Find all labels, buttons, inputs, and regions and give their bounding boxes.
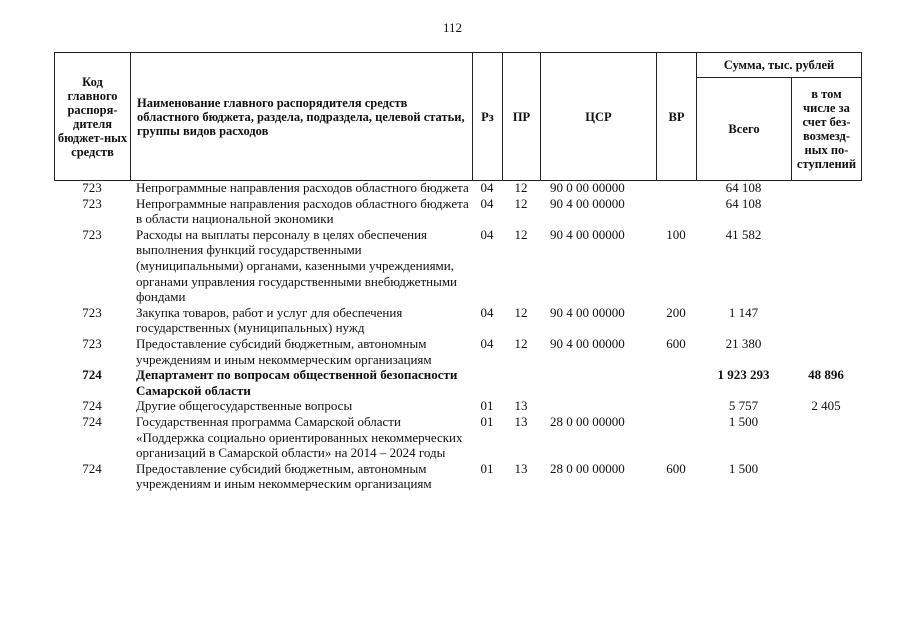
cell-rz: 04 [480, 335, 494, 351]
cell-free [791, 305, 861, 336]
cell-name: Департамент по вопросам общественной безопасности Самарской области [136, 367, 458, 398]
cell-rz: 01 [480, 460, 494, 476]
table-row [54, 180, 861, 196]
cell-csr [540, 367, 656, 398]
cell-pr: 12 [514, 335, 528, 351]
cell-code: 723 [82, 226, 102, 242]
cell-total: 1 500 [728, 413, 759, 429]
table-row [54, 305, 861, 336]
header-vr: ВР [657, 53, 697, 181]
cell-pr: 12 [514, 304, 528, 320]
cell-csr: 28 0 00 00000 [550, 460, 625, 476]
header-csr: ЦСР [541, 53, 657, 181]
cell-code: 724 [82, 460, 102, 476]
cell-pr: 12 [514, 226, 528, 242]
cell-total: 21 380 [725, 335, 762, 351]
cell-name: Предоставление субсидий бюджетным, автономным учреждениям и иным некоммерческим организациям [136, 335, 432, 367]
cell-rz: 04 [480, 226, 494, 242]
cell-code: 724 [82, 367, 102, 383]
cell-total: 64 108 [725, 180, 762, 195]
cell-name: Предоставление субсидий бюджетным, автономным учреждениям и иным некоммерческим организациям [136, 460, 432, 492]
cell-free [791, 461, 861, 492]
cell-name: Непрограммные направления расходов областного бюджета [136, 180, 469, 195]
cell-pr [502, 367, 540, 398]
table-row [54, 414, 861, 461]
cell-pr: 12 [514, 195, 528, 211]
cell-csr: 90 4 00 00000 [550, 195, 625, 211]
cell-name: Другие общегосударственные вопросы [136, 398, 353, 414]
header-code: Код главного распоря-дителя бюджет-ных средств [55, 53, 131, 181]
cell-code: 723 [82, 335, 102, 351]
cell-free [791, 227, 861, 305]
table-header [54, 52, 862, 181]
cell-name: Государственная программа Самарской области «Поддержка социально ориентированных некоммерческих организаций в Самарской области» на 2014 – 2024 годы [136, 413, 463, 461]
cell-csr: 90 4 00 00000 [550, 226, 625, 242]
cell-total: 1 500 [728, 460, 759, 476]
cell-total: 41 582 [725, 226, 762, 242]
cell-free: 2 405 [811, 398, 841, 414]
cell-name: Расходы на выплаты персоналу в целях обеспечения выполнения функций государственными (муниципальными) органами, казенными учреждениями, органами управления государственными внебюджетными фондами [136, 226, 458, 305]
table-row [54, 196, 861, 227]
cell-total: 1 923 293 [717, 367, 770, 383]
cell-pr: 12 [514, 180, 528, 195]
cell-vr: 200 [666, 304, 686, 320]
header-total: Всего [697, 78, 792, 181]
cell-name: Закупка товаров, работ и услуг для обеспечения государственных (муниципальных) нужд [136, 304, 403, 336]
header-rz: Рз [473, 53, 503, 181]
header-free: в том числе за счет без-возмезд-ных по-ступлений [792, 78, 862, 181]
cell-free [791, 196, 861, 227]
cell-vr: 600 [666, 460, 686, 476]
cell-free [791, 180, 861, 196]
table-row [54, 398, 861, 414]
cell-rz: 01 [480, 413, 494, 429]
table-row [54, 367, 861, 398]
header-name: Наименование главного распорядителя средств областного бюджета, раздела, подраздела, целевой статьи, группы видов расходов [131, 53, 473, 181]
cell-rz: 04 [480, 180, 494, 195]
header-pr: ПР [503, 53, 541, 181]
cell-pr: 13 [514, 413, 528, 429]
cell-rz: 04 [480, 195, 494, 211]
cell-total: 1 147 [728, 304, 759, 320]
cell-free: 48 896 [808, 367, 844, 383]
cell-rz: 04 [480, 304, 494, 320]
cell-vr: 100 [666, 226, 686, 242]
cell-code: 723 [82, 195, 102, 211]
cell-pr: 13 [514, 398, 528, 414]
cell-total: 64 108 [725, 195, 762, 211]
cell-vr [656, 180, 696, 196]
table-row [54, 461, 861, 492]
cell-name: Непрограммные направления расходов областного бюджета в области национальной экономики [136, 195, 469, 227]
cell-csr: 90 4 00 00000 [550, 335, 625, 351]
cell-code: 724 [82, 398, 102, 414]
table-row [54, 336, 861, 367]
cell-rz [472, 367, 502, 398]
cell-csr: 28 0 00 00000 [550, 413, 625, 429]
cell-rz: 01 [480, 398, 494, 414]
cell-vr [656, 367, 696, 398]
cell-vr [656, 196, 696, 227]
cell-csr: 90 4 00 00000 [550, 304, 625, 320]
cell-vr [656, 414, 696, 461]
page-number: 112 [442, 20, 463, 35]
cell-code: 723 [82, 304, 102, 320]
cell-vr: 600 [666, 335, 686, 351]
cell-code: 724 [82, 413, 102, 429]
cell-vr [656, 398, 696, 414]
cell-pr: 13 [514, 460, 528, 476]
cell-free [791, 336, 861, 367]
table-row [54, 227, 861, 305]
cell-total: 5 757 [728, 398, 759, 414]
cell-code: 723 [82, 180, 102, 195]
cell-csr: 90 0 00 00000 [550, 180, 625, 195]
cell-free [791, 414, 861, 461]
data-table [54, 180, 861, 492]
header-sum: Сумма, тыс. рублей [697, 53, 862, 78]
cell-csr [540, 398, 656, 414]
